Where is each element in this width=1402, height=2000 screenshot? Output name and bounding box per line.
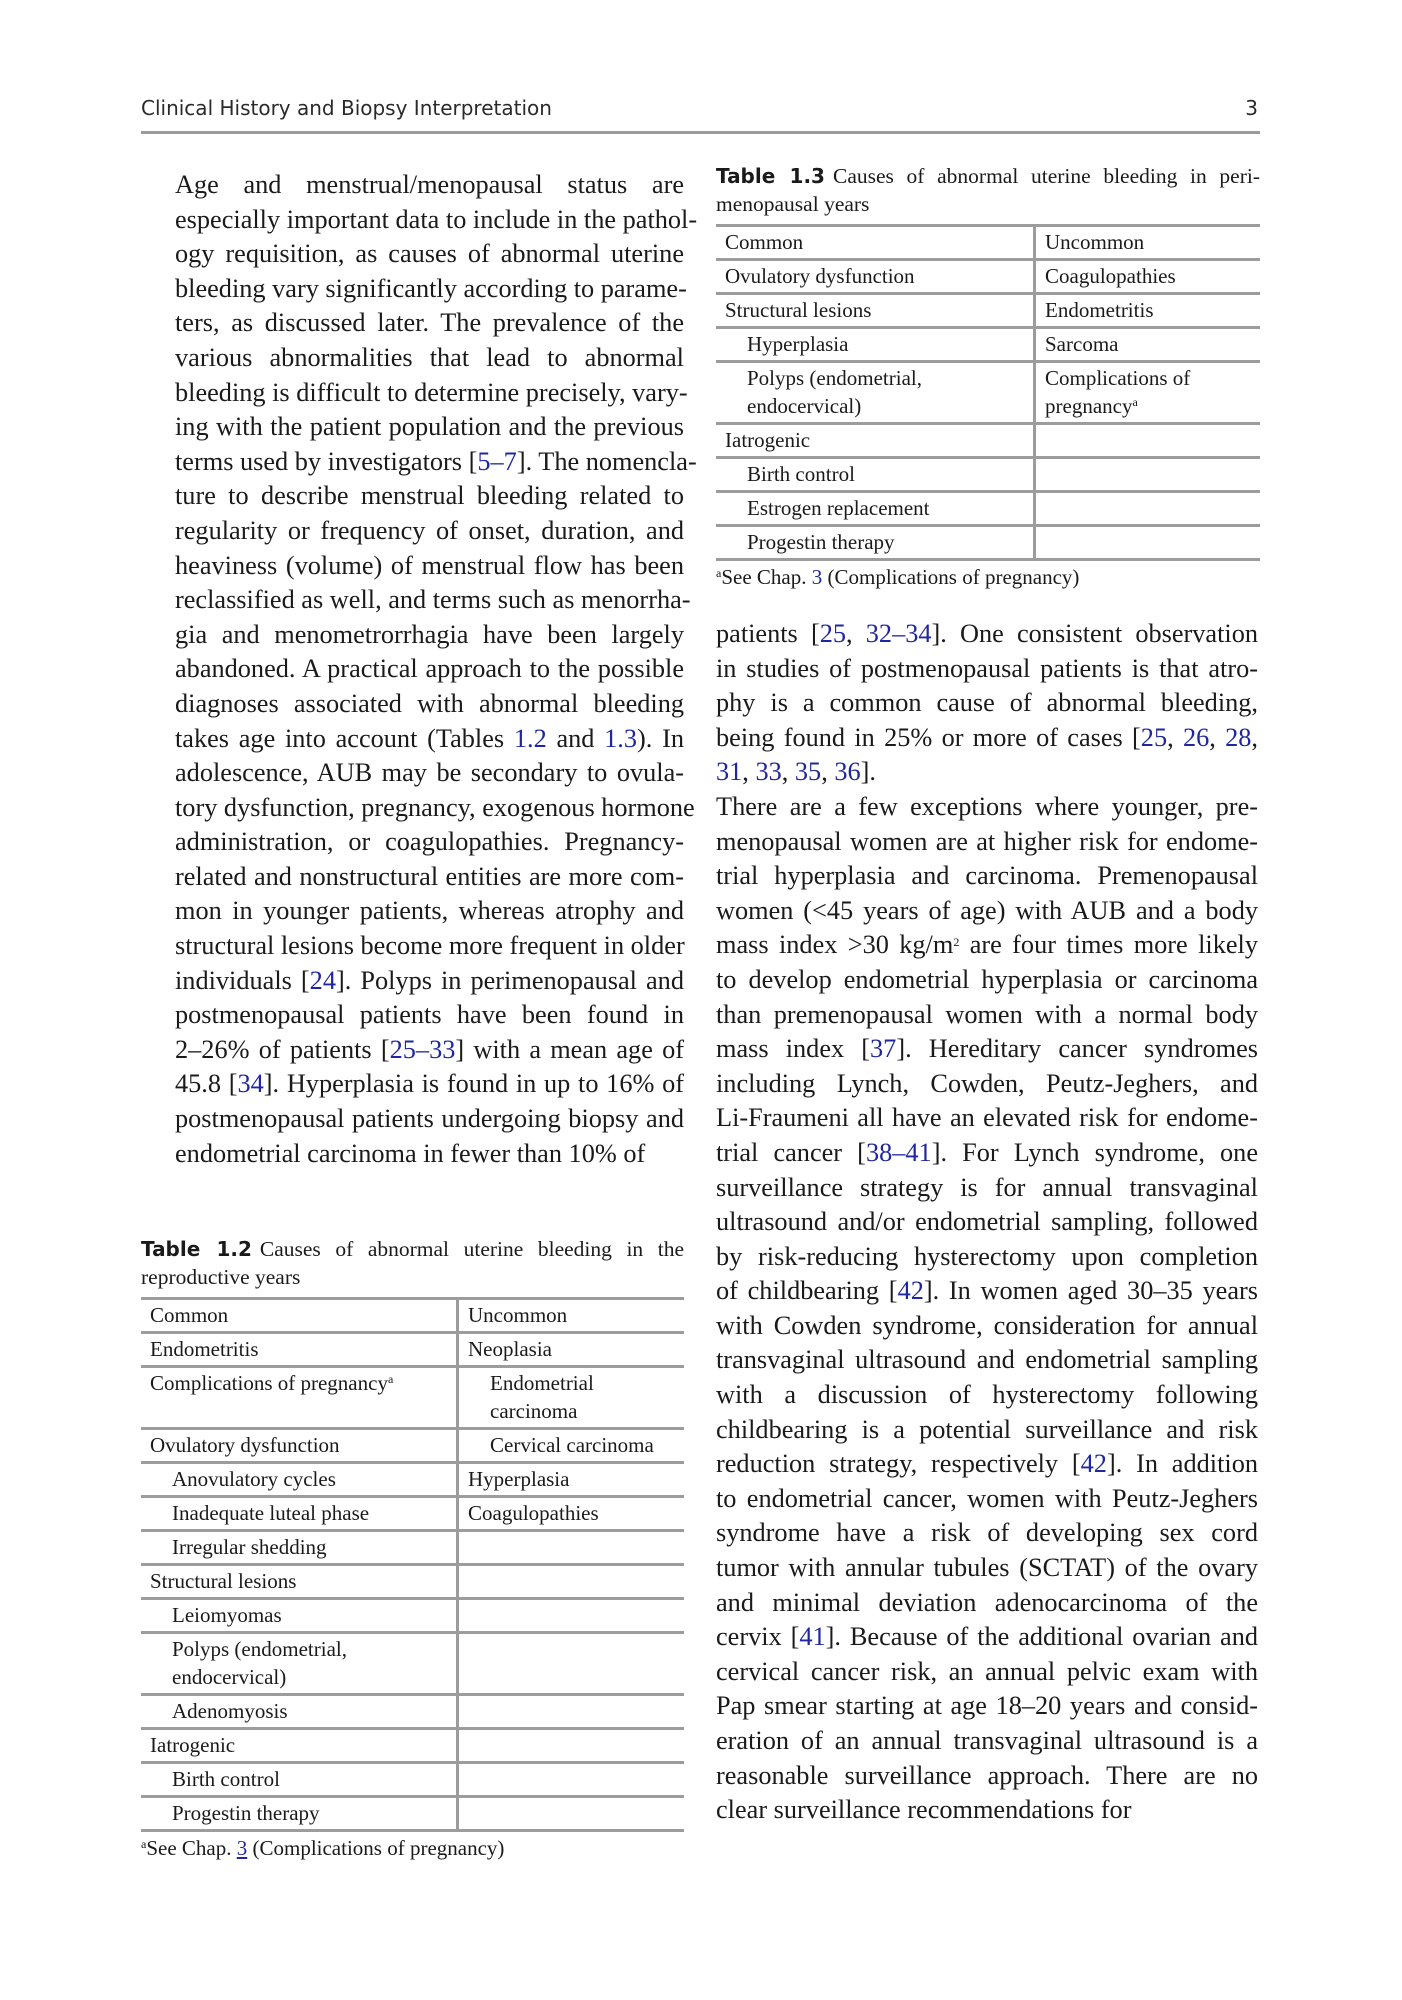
chapter-link[interactable]: 3 — [236, 1836, 248, 1860]
table-header-row — [141, 1299, 684, 1333]
text-line: mon in younger patients, whereas atrophy and — [175, 896, 684, 926]
table-cell: Progestin therapy — [716, 526, 1035, 560]
table-footnote: $^a$See Chap. 3 (Complications of pregnancy) — [716, 565, 1080, 589]
footnote-marker: a — [1132, 395, 1138, 409]
table-row — [141, 1463, 684, 1497]
table-cell — [1035, 424, 1261, 458]
text-line: postmenopausal patients undergoing biopsy and — [175, 1104, 684, 1134]
table-row — [141, 1763, 684, 1797]
table-row — [716, 260, 1260, 294]
left-column-body — [141, 168, 698, 1171]
table-cell — [458, 1729, 685, 1763]
reference-link[interactable]: 35 — [794, 757, 822, 787]
text-line: heaviness (volume) of menstrual flow has been — [175, 550, 684, 580]
table-cell: Ovulatory dysfunction — [141, 1429, 458, 1463]
table-row — [716, 526, 1260, 560]
paragraph — [716, 790, 1258, 1828]
table-label: Table 1.2 — [141, 1237, 252, 1261]
table-cell: Progestin therapy — [141, 1797, 458, 1831]
reference-link[interactable]: 26 — [1182, 722, 1210, 752]
table-cell — [458, 1763, 685, 1797]
table-cell: Adenomyosis — [141, 1695, 458, 1729]
text-line: trial hyperplasia and carcinoma. Premenopausal — [716, 861, 1258, 891]
text-line: tumor with annular tubules (SCTAT) of the ovary — [716, 1553, 1258, 1583]
text-line: cervix [41]. Because of the additional ovarian and — [716, 1622, 1258, 1652]
paragraph — [716, 617, 1258, 790]
text-line: ogy requisition, as causes of abnormal uterine — [175, 239, 684, 269]
text-line: Pap smear starting at age 18–20 years and consid- — [716, 1691, 1258, 1721]
text-line: takes age into account (Tables 1.2 and 1.3). In — [175, 723, 684, 753]
text-line: mass index >30 $kg/m^2$ are four times more likely — [716, 930, 1258, 960]
text-line: surveillance strategy is for annual transvaginal — [716, 1172, 1258, 1202]
reference-link[interactable]: 1.2 — [513, 723, 547, 753]
table-cell — [458, 1599, 685, 1633]
table-row — [141, 1367, 684, 1429]
footnote-marker: a — [716, 566, 722, 580]
table-cell: Endometritis — [141, 1333, 458, 1367]
text-line: reduction strategy, respectively [42]. In addition — [716, 1449, 1258, 1479]
table-footnote: $^a$See Chap. 3 (Complications of pregnancy) — [141, 1836, 505, 1860]
text-line: transvaginal ultrasound and endometrial sampling — [716, 1345, 1258, 1375]
text-line: related and nonstructural entities are more com- — [175, 861, 684, 891]
table-cell: Common — [716, 226, 1035, 260]
reference-link[interactable]: 38–41 — [865, 1137, 932, 1167]
table-cell — [458, 1633, 685, 1695]
reference-link[interactable]: 25 — [1140, 722, 1168, 752]
table-cell — [458, 1797, 685, 1831]
text-line: and minimal deviation adenocarcinoma of the — [716, 1587, 1258, 1617]
table-cell: Structural lesions — [141, 1565, 458, 1599]
caption-line: Table 1.3 Causes of abnormal uterine bleeding in peri- — [716, 164, 1260, 188]
footnote-marker: a — [141, 1837, 147, 1851]
table-cell — [458, 1531, 685, 1565]
table-cell: Neoplasia — [458, 1333, 685, 1367]
text-line: including Lynch, Cowden, Peutz-Jeghers, and — [716, 1068, 1258, 1098]
table-cell — [458, 1695, 685, 1729]
table-row — [716, 424, 1260, 458]
running-title: Clinical History and Biopsy Interpretation — [141, 96, 552, 120]
text-line: syndrome have a risk of developing sex cord — [716, 1518, 1258, 1548]
text-line: individuals [24]. Polyps in perimenopausal and — [175, 965, 684, 995]
footnote-marker: a — [387, 1372, 394, 1386]
table-label: Table 1.3 — [716, 164, 825, 188]
table-row — [141, 1797, 684, 1831]
reference-link[interactable]: 24 — [309, 965, 336, 995]
text-line: terms used by investigators [5–7]. The nomencla- — [175, 446, 697, 476]
text-line: postmenopausal patients have been found in — [175, 1000, 684, 1030]
table-caption — [716, 162, 1260, 218]
table-1-3 — [716, 162, 1260, 591]
right-column-body — [716, 617, 1258, 1828]
text-line: eration of an annual transvaginal ultrasound is a — [716, 1726, 1258, 1755]
reference-link[interactable]: 32–34 — [865, 619, 932, 648]
reference-link[interactable]: 42 — [897, 1276, 924, 1306]
table-row — [716, 294, 1260, 328]
text-line: endometrial carcinoma in fewer than 10% of — [175, 1138, 646, 1168]
table-row — [716, 492, 1260, 526]
table-row — [141, 1531, 684, 1565]
table-cell: Inadequate luteal phase — [141, 1497, 458, 1531]
text-line: 31, 33, 35, 36]. — [716, 757, 876, 787]
table-cell: Birth control — [716, 458, 1035, 492]
reference-link[interactable]: 37 — [870, 1034, 897, 1064]
table-row — [141, 1599, 684, 1633]
table-cell: Sarcoma — [1035, 328, 1261, 362]
table-row — [141, 1497, 684, 1531]
data-table — [141, 1297, 684, 1832]
text-line: bleeding vary significantly according to parame- — [175, 273, 687, 303]
table-cell — [1035, 492, 1261, 526]
table-cell: Irregular shedding — [141, 1531, 458, 1565]
table-row — [141, 1333, 684, 1367]
table-cell: Birth control — [141, 1763, 458, 1797]
table-cell — [458, 1565, 685, 1599]
table-row — [141, 1695, 684, 1729]
text-line: cervical cancer risk, an annual pelvic exam with — [716, 1656, 1258, 1686]
running-header — [141, 96, 1258, 120]
text-line: clear surveillance recommendations for — [716, 1795, 1132, 1825]
table-1-2 — [141, 1235, 684, 1862]
text-line: in studies of postmenopausal patients is that atro- — [716, 653, 1258, 683]
text-line: ing with the patient population and the previous — [175, 412, 684, 442]
text-line: childbearing is a potential surveillance and risk — [716, 1414, 1258, 1444]
text-line: ters, as discussed later. The prevalence of the — [175, 308, 684, 338]
text-line: regularity or frequency of onset, duration, and — [175, 515, 684, 545]
text-line: ture to describe menstrual bleeding related to — [175, 481, 684, 511]
text-line: being found in 25% or more of cases [25, 26, 28, — [716, 722, 1258, 752]
chapter-link[interactable]: 3 — [811, 565, 823, 589]
table-cell: Iatrogenic — [716, 424, 1035, 458]
table-header-row — [716, 226, 1260, 260]
text-line: administration, or coagulopathies. Pregnancy- — [175, 827, 684, 857]
table-cell: Common — [141, 1299, 458, 1333]
text-line: by risk-reducing hysterectomy upon completion — [716, 1241, 1258, 1271]
table-row — [716, 362, 1260, 424]
table-cell: Hyperplasia — [458, 1463, 685, 1497]
table-cell: Iatrogenic — [141, 1729, 458, 1763]
text-line: patients [25, 32–34]. One consistent observation — [716, 619, 1259, 648]
caption-line: reproductive years — [141, 1265, 301, 1289]
reference-link[interactable]: 25 — [819, 619, 847, 648]
text-line: with a discussion of hysterectomy following — [716, 1380, 1258, 1410]
text-line: 45.8 [34]. Hyperplasia is found in up to 16% of — [175, 1069, 684, 1099]
reference-link[interactable]: 41 — [799, 1622, 826, 1652]
table-cell: Ovulatory dysfunction — [716, 260, 1035, 294]
table-row — [141, 1729, 684, 1763]
table-cell: Coagulopathies — [1035, 260, 1261, 294]
table-row — [141, 1633, 684, 1695]
text-line: mass index [37]. Hereditary cancer syndromes — [716, 1034, 1258, 1064]
text-line: bleeding is difficult to determine precisely, vary- — [175, 377, 688, 407]
table-cell: Endometrial carcinoma — [458, 1367, 685, 1429]
table-row — [716, 458, 1260, 492]
caption-line: Table 1.2 Causes of abnormal uterine bleeding in the — [141, 1237, 684, 1261]
text-line: reclassified as well, and terms such as menorrha- — [175, 585, 691, 615]
table-cell: Endometritis — [1035, 294, 1261, 328]
text-line: abandoned. A practical approach to the possible — [175, 654, 684, 684]
text-line: Li-Fraumeni all have an elevated risk for endome- — [716, 1103, 1258, 1133]
table-row — [141, 1565, 684, 1599]
reference-link[interactable]: 5–7 — [477, 446, 517, 476]
superscript: 2 — [953, 935, 960, 950]
text-line: especially important data to include in the pathol- — [175, 204, 698, 234]
page-number: 3 — [1245, 96, 1258, 120]
reference-link[interactable]: 33 — [755, 757, 782, 787]
text-line: tory dysfunction, pregnancy, exogenous hormone — [175, 792, 695, 822]
text-line: There are a few exceptions where younger, pre- — [716, 791, 1258, 821]
table-cell — [1035, 526, 1261, 560]
table-cell: Complications of pregnancy$^a$ — [141, 1367, 458, 1429]
text-line: trial cancer [38–41]. For Lynch syndrome, one — [716, 1137, 1258, 1167]
table-row — [141, 1429, 684, 1463]
text-line: ultrasound and/or endometrial sampling, followed — [716, 1207, 1258, 1237]
reference-link[interactable]: 25–33 — [389, 1034, 456, 1064]
text-line: of childbearing [42]. In women aged 30–35 years — [716, 1276, 1259, 1306]
text-line: adolescence, AUB may be secondary to ovula- — [175, 758, 684, 788]
table-cell: Complications of pregnancy$^a$ — [1035, 362, 1261, 424]
table-cell: Structural lesions — [716, 294, 1035, 328]
caption-line: menopausal years — [716, 192, 870, 216]
table-row — [716, 328, 1260, 362]
text-line: structural lesions become more frequent in older — [175, 931, 685, 961]
text-line: gia and menometrorrhagia have been largely — [175, 619, 684, 649]
table-cell: Anovulatory cycles — [141, 1463, 458, 1497]
table-cell: Leiomyomas — [141, 1599, 458, 1633]
data-table — [716, 224, 1260, 561]
text-line: 2–26% of patients [25–33] with a mean age of — [175, 1034, 684, 1064]
text-line: phy is a common cause of abnormal bleeding, — [716, 688, 1258, 718]
text-line: reasonable surveillance approach. There are no — [716, 1760, 1258, 1790]
table-caption — [141, 1235, 684, 1291]
reference-link[interactable]: 42 — [1080, 1449, 1107, 1479]
text-line: women (<45 years of age) with AUB and a body — [716, 895, 1258, 925]
header-rule — [141, 131, 1260, 134]
table-cell: Hyperplasia — [716, 328, 1035, 362]
text-line: to endometrial cancer, women with Peutz-Jeghers — [716, 1483, 1258, 1513]
table-cell: Polyps (endometrial, endocervical) — [141, 1633, 458, 1695]
text-line: Age and menstrual/menopausal status are — [175, 170, 684, 199]
reference-link[interactable]: 1.3 — [604, 723, 638, 753]
reference-link[interactable]: 28 — [1225, 722, 1252, 752]
text-line: to develop endometrial hyperplasia or carcinoma — [716, 964, 1258, 994]
table-cell: Uncommon — [458, 1299, 685, 1333]
reference-link[interactable]: 36 — [834, 757, 861, 787]
reference-link[interactable]: 34 — [237, 1069, 264, 1099]
table-cell: Cervical carcinoma — [458, 1429, 685, 1463]
text-line: with Cowden syndrome, consideration for annual — [716, 1310, 1258, 1340]
paragraph — [141, 168, 698, 1171]
reference-link[interactable]: 31 — [716, 757, 743, 787]
text-line: various abnormalities that lead to abnormal — [175, 342, 684, 372]
text-line: menopausal women are at higher risk for endome- — [716, 826, 1258, 856]
table-cell: Polyps (endometrial, endocervical) — [716, 362, 1035, 424]
text-line: diagnoses associated with abnormal bleeding — [175, 688, 684, 718]
table-cell: Uncommon — [1035, 226, 1261, 260]
table-cell: Estrogen replacement — [716, 492, 1035, 526]
text-line: than premenopausal women with a normal body — [716, 999, 1258, 1029]
table-cell: Coagulopathies — [458, 1497, 685, 1531]
table-cell — [1035, 458, 1261, 492]
